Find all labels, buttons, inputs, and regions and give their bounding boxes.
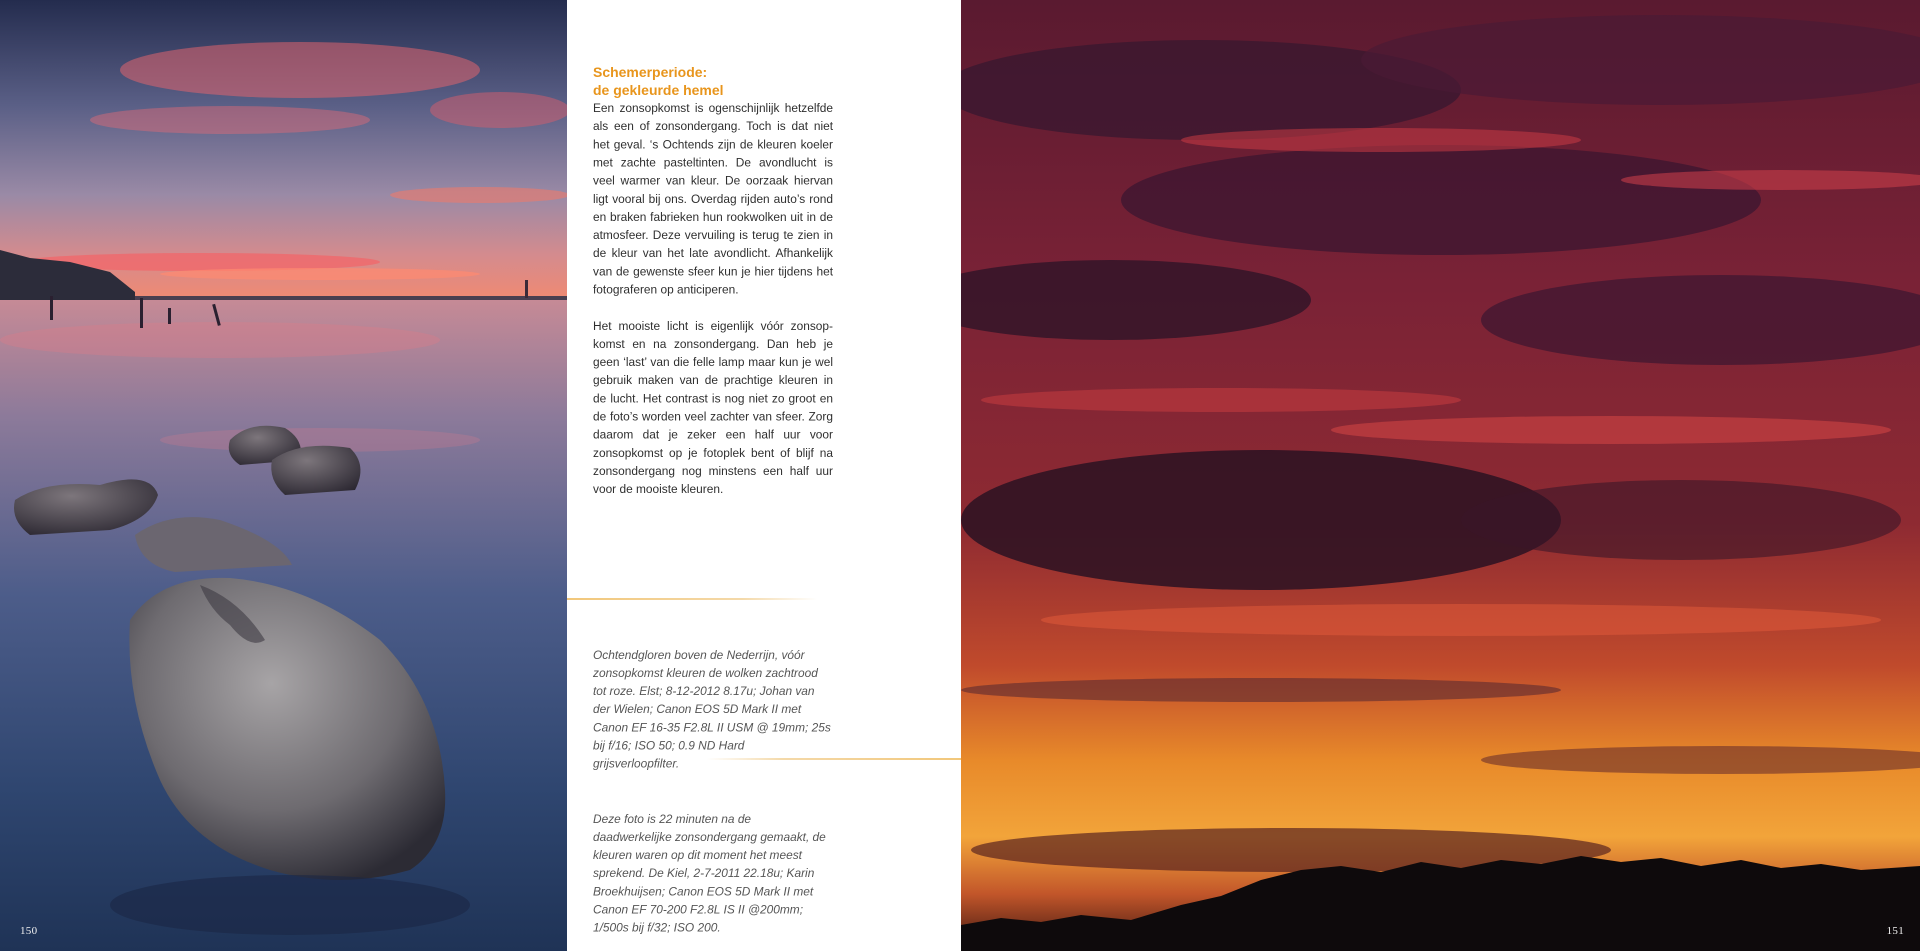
photo-red-sunset-sky-image: [961, 0, 1920, 951]
photo-lake-dawn-rocks-image: [0, 0, 567, 951]
article-title-line-1: Schemerperiode:: [593, 64, 708, 80]
article-title-line-2: de gekleurde hemel: [593, 82, 724, 99]
page-number-left: 150: [20, 925, 38, 937]
text-column: [567, 0, 961, 951]
caption-divider-1: [567, 598, 817, 600]
photo-red-sunset-sky: [961, 0, 1920, 951]
page-number-right: 151: [1886, 925, 1904, 937]
photo-lake-dawn-rocks: [0, 0, 567, 951]
photo-caption-right: Deze foto is 22 minuten na de daadwerkelijke zonsondergang gemaakt, de kleuren waren op dit moment het meest sprekend. De Kiel, 2-7-2011 22.18u; Karin Broekhuijsen; Canon EOS 5D Mark II met Canon EF 70-200 F2.8L IS II @200mm; 1/500s bij f/32; ISO 200.: [593, 812, 826, 935]
article-paragraph-1: Een zonsopkomst is ogenschijnlijk hetzelfde als een of zonsondergang. Toch is dat niet het geval. ‘s Ochtends zijn de kleuren koeler met zachte pasteltinten. De avondlucht is veel warmer van kleur. De oorzaak hiervan ligt vooral bij ons. Overdag rijden auto’s rond en braken fabrieken hun rookwolken uit in de atmosfeer. Deze vervuiling is terug te zien in de kleur van het late avondlicht. Afhankelijk van de gewenste sfeer kun je hier tijdens het fotograferen op anticiperen.: [593, 101, 834, 297]
article-title: [593, 63, 833, 99]
caption-divider-2: [707, 758, 961, 760]
article-body: [593, 99, 833, 498]
photo-caption-left: Ochtendgloren boven de Nederrijn, vóór zonsopkomst kleuren de wolken zachtrood tot roze. Elst; 8-12-2012 8.17u; Johan van der Wielen; Canon EOS 5D Mark II met Canon EF 16-35 F2.8L II USM @ 19mm; 25s bij f/16; ISO 50; 0.9 ND Hard grijsverloopfilter.: [593, 648, 831, 771]
article-paragraph-2: Het mooiste licht is eigenlijk vóór zonsopkomst en na zonsondergang. Dan heb je geen ‘last’ van die felle lamp maar kun je wel gebruik maken van de prachtige kleuren in de lucht. Het contrast is nog niet zo groot en de foto’s worden veel zachter van sfeer. Zorg daarom dat je zeker een half uur voor zonsopkomst op je fotoplek bent of blijf na zonsondergang nog minstens een half uur voor de mooiste kleuren.: [593, 319, 834, 496]
article: [593, 63, 833, 498]
